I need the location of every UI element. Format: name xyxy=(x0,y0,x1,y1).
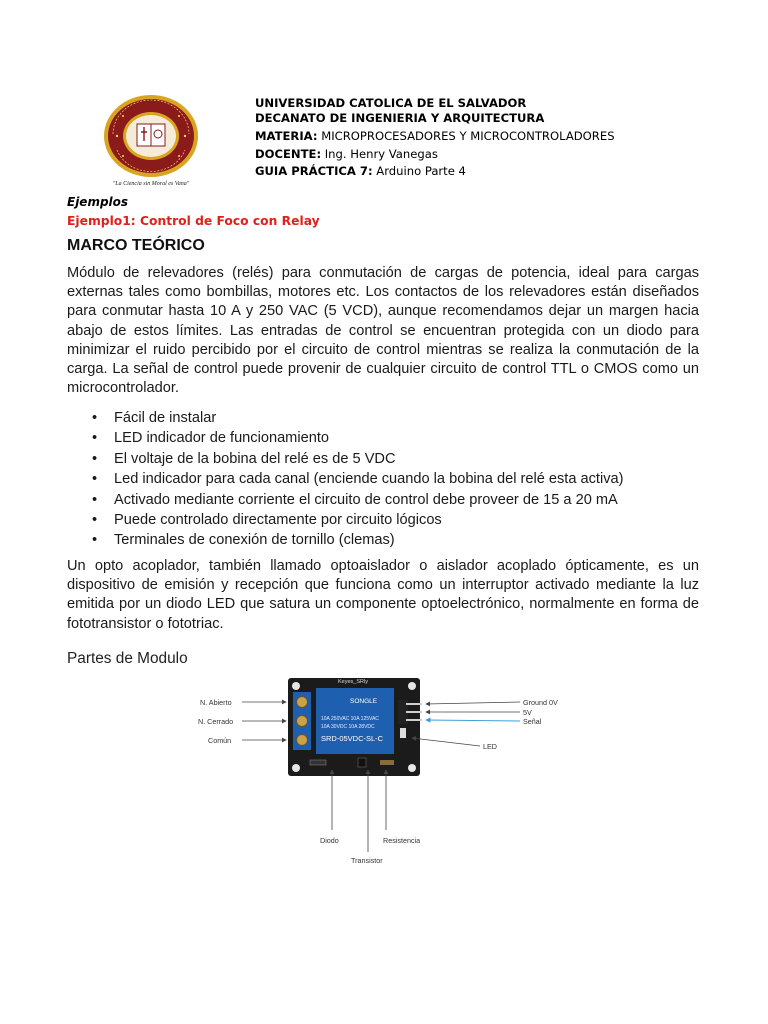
list-item: • Led indicador para cada canal (enciende cuando la bobina del relé esta activa) xyxy=(90,469,624,489)
screw-terminal xyxy=(297,735,308,746)
ejemplos-heading: Ejemplos xyxy=(67,195,129,209)
label-n-cerrado: N. Cerrado xyxy=(198,717,234,726)
label-diodo: Diodo xyxy=(320,836,339,845)
list-item: • Puede controlado directamente por circuito lógicos xyxy=(90,510,624,530)
materia-line: MATERIA: MICROPROCESADORES Y MICROCONTROLADORES xyxy=(255,129,615,143)
label-n-abierto: N. Abierto xyxy=(200,698,232,707)
list-item: • Terminales de conexión de tornillo (clemas) xyxy=(90,530,624,550)
label-transistor: Transistor xyxy=(351,856,383,865)
screw-terminal xyxy=(297,697,308,708)
marco-teorico-heading: MARCO TEÓRICO xyxy=(67,237,205,254)
ejemplo1-title: Ejemplo1: Control de Foco con Relay xyxy=(67,214,320,228)
relay-rating-2: 10A 30VDC 10A 28VDC xyxy=(321,724,375,730)
label-5v: 5V xyxy=(523,708,532,717)
bullet-icon: • xyxy=(92,410,98,426)
label-senal: Señal xyxy=(523,717,542,726)
label-ground: Ground 0V xyxy=(523,698,558,707)
list-item: • El voltaje de la bobina del relé es de 5 VDC xyxy=(90,449,624,469)
screw-terminal xyxy=(297,716,308,727)
list-item: • Fácil de instalar xyxy=(90,408,624,428)
bullet-icon: • xyxy=(92,512,98,529)
intro-paragraph: Módulo de relevadores (relés) para conmutación de cargas de potencia, ideal para cargas externas tales como bombillas, motores etc. Los contactos de los relevadores están diseñados para conmutar hasta 10 A y 250 VAC (5 VCD), aunque recomendamos dejar un margen hacia abajo de estos límites. Las entradas de control se encuentran protegida con un diodo para minimizar el ruido percibido por el circuito de control mientras se realiza la conmutación de la carga. La señal de control puede provenir de cualquier circuito de control TTL o CMOS como un microcontrolador. xyxy=(67,265,699,397)
features-list xyxy=(90,408,624,551)
relay-rating-1: 10A 250VAC 10A 125VAC xyxy=(321,716,379,722)
led-component xyxy=(400,728,406,738)
resistor xyxy=(380,760,394,765)
label-comun: Común xyxy=(208,736,232,745)
partes-heading: Partes de Modulo xyxy=(67,650,188,667)
transistor xyxy=(358,758,366,767)
relay-brand: SONGLE xyxy=(350,698,378,705)
university-seal-logo xyxy=(103,94,199,178)
relay-model: SRD-05VDC-SL-C xyxy=(321,734,384,743)
label-resistencia: Resistencia xyxy=(383,836,421,845)
bullet-icon: • xyxy=(92,491,98,508)
list-item: • LED indicador de funcionamiento xyxy=(90,428,624,448)
diode xyxy=(310,760,326,765)
faculty-name: DECANATO DE INGENIERIA Y ARQUITECTURA xyxy=(255,111,545,125)
label-led: LED xyxy=(483,742,497,751)
guia-line: GUIA PRÁCTICA 7: Arduino Parte 4 xyxy=(255,164,466,178)
seal-motto: "La Ciencia sin Moral es Vana" xyxy=(112,181,190,187)
bullet-icon: • xyxy=(92,532,98,549)
relay-module-diagram xyxy=(190,668,590,868)
bullet-icon: • xyxy=(92,430,98,447)
list-item: • Activado mediante corriente el circuito de control debe proveer de 15 a 20 mA xyxy=(90,490,624,510)
board-name: Keyes_SRly xyxy=(338,679,368,685)
university-name: UNIVERSIDAD CATOLICA DE EL SALVADOR xyxy=(255,96,527,110)
bullet-icon: • xyxy=(92,471,98,488)
docente-line: DOCENTE: Ing. Henry Vanegas xyxy=(255,147,438,161)
bullet-icon: • xyxy=(92,450,98,467)
optocoupler-paragraph: Un opto acoplador, también llamado optoaislador o aislador acoplado ópticamente, es un dispositivo de emisión y recepción que funciona como un interruptor activado mediante la luz emitida por un diodo LED que satura un componente optoelectrónico, normalmente en forma de fototransistor o fototriac. xyxy=(67,558,699,632)
